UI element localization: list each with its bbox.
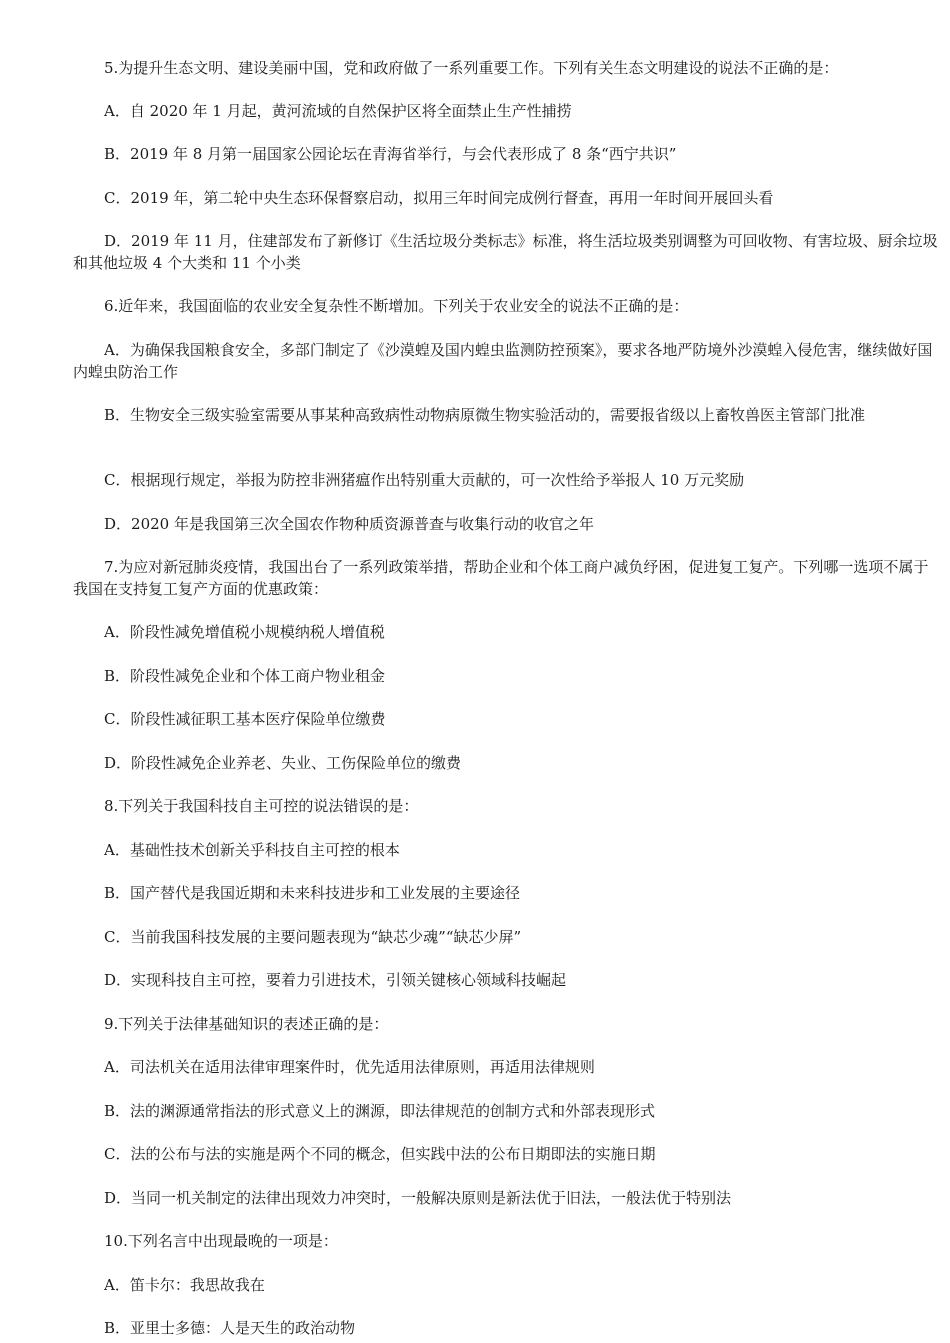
question-8-option-a: A．基础性技术创新关乎科技自主可控的根本 <box>104 841 400 859</box>
question-9-option-d: D．当同一机关制定的法律出现效力冲突时，一般解决原则是新法优于旧法，一般法优于特别法 <box>104 1189 732 1207</box>
question-8-option-c: C．当前我国科技发展的主要问题表现为“缺芯少魂”“缺芯少屏” <box>104 928 522 946</box>
question-7-option-a: A．阶段性减免增值税小规模纳税人增值税 <box>104 623 385 641</box>
question-5-option-c: C．2019 年，第二轮中央生态环保督察启动，拟用三年时间完成例行督查，再用一年时间开展回头看 <box>104 189 774 207</box>
question-9-stem: 9.下列关于法律基础知识的表述正确的是： <box>104 1015 389 1033</box>
question-7-option-b: B．阶段性减免企业和个体工商户物业租金 <box>104 667 386 685</box>
question-7-option-c: C．阶段性减征职工基本医疗保险单位缴费 <box>104 710 386 728</box>
question-6-option-a: A．为确保我国粮食安全，多部门制定了《沙漠蝗及国内蝗虫监测防控预案》，要求各地严防境外沙漠蝗入侵危害，继续做好国内蝗虫防治工作 <box>73 341 933 381</box>
question-5-option-b: B．2019 年 8 月第一届国家公园论坛在青海省举行，与会代表形成了 8 条“西宁共识” <box>104 145 677 163</box>
question-9-option-b: B．法的渊源通常指法的形式意义上的渊源，即法律规范的创制方式和外部表现形式 <box>104 1102 656 1120</box>
question-7-option-d: D．阶段性减免企业养老、失业、工伤保险单位的缴费 <box>104 754 462 772</box>
question-9-option-c: C．法的公布与法的实施是两个不同的概念，但实践中法的公布日期即法的实施日期 <box>104 1145 656 1163</box>
question-6-option-d: D．2020 年是我国第三次全国农作物种质资源普查与收集行动的收官之年 <box>104 515 594 533</box>
question-9-option-a: A．司法机关在适用法律审理案件时，优先适用法律原则，再适用法律规则 <box>104 1058 595 1076</box>
question-6-stem: 6.近年来，我国面临的农业安全复杂性不断增加。下列关于农业安全的说法不正确的是： <box>104 297 689 315</box>
question-5-option-a: A．自 2020 年 1 月起，黄河流域的自然保护区将全面禁止生产性捕捞 <box>104 102 572 120</box>
question-8-stem: 8.下列关于我国科技自主可控的说法错误的是： <box>104 797 419 815</box>
question-6-option-b: B．生物安全三级实验室需要从事某种高致病性动物病原微生物实验活动的，需要报省级以上畜牧兽医主管部门批准 <box>104 406 866 424</box>
question-7-stem: 7.为应对新冠肺炎疫情，我国出台了一系列政策举措，帮助企业和个体工商户减负纾困，促进复工复产。下列哪一选项不属于我国在支持复工复产方面的优惠政策： <box>73 558 929 598</box>
question-6-option-c: C．根据现行规定，举报为防控非洲猪瘟作出特别重大贡献的，可一次性给予举报人 10 万元奖励 <box>104 471 745 489</box>
question-10-option-b: B．亚里士多德：人是天生的政治动物 <box>104 1319 356 1337</box>
question-10-option-a: A．笛卡尔：我思故我在 <box>104 1276 265 1294</box>
question-5-stem: 5.为提升生态文明、建设美丽中国，党和政府做了一系列重要工作。下列有关生态文明建设的说法不正确的是： <box>104 59 839 77</box>
question-8-option-d: D．实现科技自主可控，要着力引进技术，引领关键核心领域科技崛起 <box>104 971 567 989</box>
question-8-option-b: B．国产替代是我国近期和未来科技进步和工业发展的主要途径 <box>104 884 521 902</box>
question-10-stem: 10.下列名言中出现最晚的一项是： <box>104 1232 338 1250</box>
question-5-option-d: D．2019 年 11 月，住建部发布了新修订《生活垃圾分类标志》标准，将生活垃圾类别调整为可回收物、有害垃圾、厨余垃圾和其他垃圾 4 个大类和 11 个小类 <box>73 232 938 272</box>
